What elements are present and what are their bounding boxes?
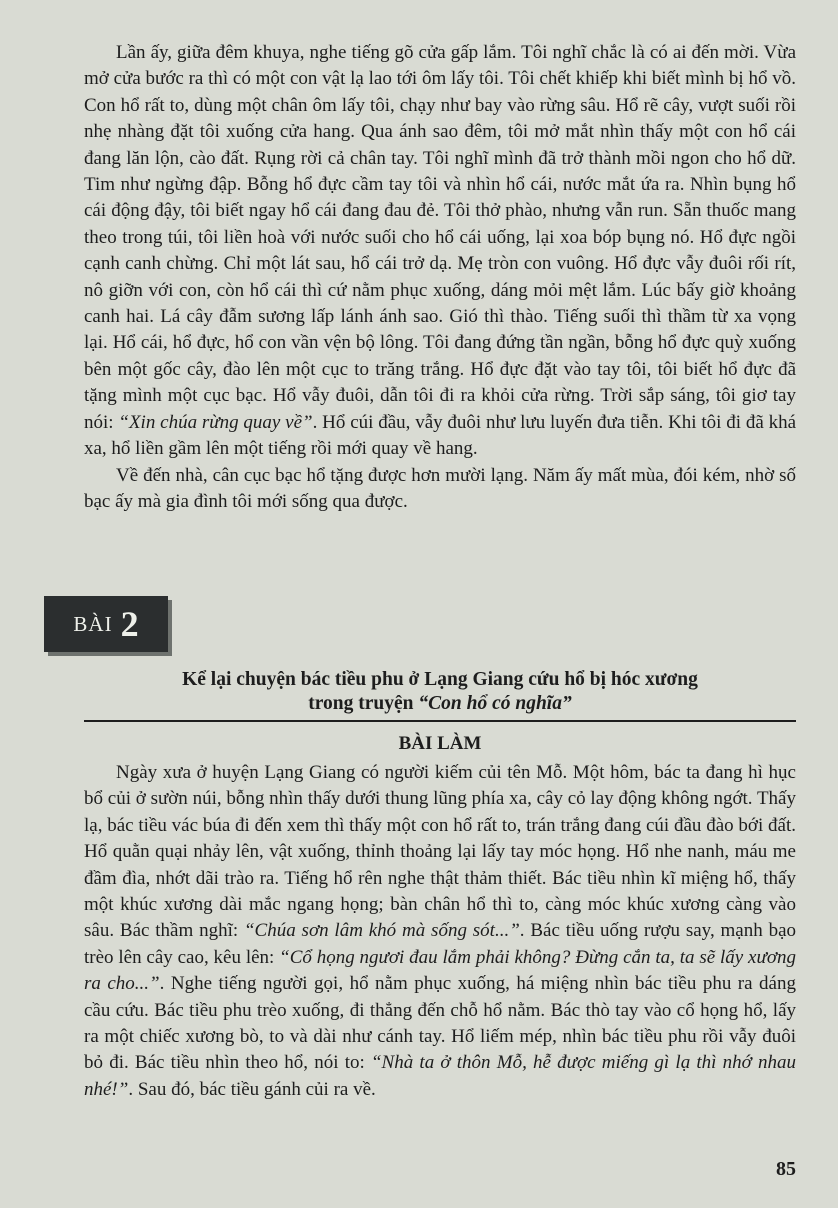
lesson-number: 2 [120,604,139,644]
title-divider [84,720,796,722]
task-title-line2-prefix: trong truyện [308,693,419,714]
quoted-speech: “Cổ họng ngươi đau lắm phải không? Đừng cắn ta, ta sẽ lấy xương ra cho...” [84,946,796,995]
lesson-label-box [44,596,168,652]
paragraph-text: . Hổ cúi đầu, vẫy đuôi như lưu luyến đưa tiễn. Khi tôi đi đã khá xa, hổ liền gầm lên một tiếng rồi mới quay về hang. [84,411,797,460]
paragraph [84,463,796,516]
paragraph-text: . Bác tiều uống rượu say, mạnh bạo trèo lên cây cao, kêu lên: [84,920,796,968]
task-title-story-name: “Con hổ có nghĩa” [418,693,572,714]
paragraph [84,40,796,463]
story-text-tiger-reward [84,40,796,515]
task-title-line1: Kể lại chuyện bác tiều phu ở Lạng Giang cứu hổ bị hóc xương [182,669,698,690]
paragraph-text: Lần ấy, giữa đêm khuya, nghe tiếng gõ cửa gấp lắm. Tôi nghĩ chắc là có ai đến mời. Vừa mở cửa bước ra thì có một con vật lạ lao tới ôm lấy tôi. Tôi chết khiếp khi biết mình bị hổ vồ. Con hổ rất to, dùng một chân ôm lấy tôi, chạy như bay vào rừng sâu. Hổ rẽ cây, vượt suối rồi nhẹ nhàng đặt tôi xuống cửa hang. Qua ánh sao đêm, tôi mở mắt nhìn thấy một con hổ cái đang lăn lộn, cào đất. Rụng rời cả chân tay. Tôi nghĩ mình đã trở thành mồi ngon cho hổ dữ. Tim như ngừng đập. Bỗng hổ đực cầm tay tôi và nhìn hổ cái, nước mắt ứa ra. Nhìn bụng hổ cái động đậy, tôi biết ngay hổ cái đang đau đẻ. Tôi thở phào, nhưng vẫn run. Sẵn thuốc mang theo trong túi, tôi liền hoà với nước suối cho hổ cái uống, lại xoa bóp bụng nó. Hổ đực ngồi cạnh canh chừng. Chỉ một lát sau, hổ cái trở dạ. Mẹ tròn con vuông. Hổ đực vẫy đuôi rối rít, nô giỡn với con, còn hổ cái thì cứ nằm phục xuống, dáng mỏi mệt lắm. Lúc bấy giờ khoảng canh hai. Lá cây đẫm sương lấp lánh ánh sao. Gió thì thào. Tiếng suối thì thầm từ xa vọng lại. Hổ cái, hổ đực, hổ con vần vện bộ lông. Tôi đang đứng tần ngần, bỗng hổ đực quỳ xuống bên một gốc cây, đào lên một cục to trăng trắng. Hổ đực đặt vào tay tôi, tôi biết hổ đực đã tặng mình một cục bạc. Hổ vẫy đuôi, dẫn tôi đi ra khỏi cửa rừng. Trời sắp sáng, tôi giơ tay nói: [84,42,796,433]
task-title-line2 [84,692,796,716]
paragraph-text: . Sau đó, bác tiều gánh củi ra về. [128,1078,376,1100]
story-text-woodcutter [84,760,796,1103]
task-title [84,668,796,716]
paragraph-text: Ngày xưa ở huyện Lạng Giang có người kiếm củi tên Mỗ. Một hôm, bác ta đang hì hục bổ củi ở sườn núi, bỗng nhìn thấy dưới thung lũng phía xa, cây cỏ lay động không ngớt. Thấy lạ, bác tiều vác búa đi đến xem thì thấy một con hổ rất to, trán trắng đang cúi đầu đào bới đất. Hổ quằn quại nhảy lên, vật xuống, thỉnh thoảng lại lấy tay móc họng. Hổ nhe nanh, máu me đầm đìa, nhớt dãi trào ra. Tiếng hổ rên nghe thật thảm thiết. Bác tiều nhìn kĩ miệng hổ, thấy một khúc xương dài mắc ngang họng; bàn chân hổ thì to, càng móc khúc xương càng vào sâu. Bác thầm nghĩ: [84,762,796,942]
page-number: 85 [776,1158,796,1180]
paragraph-text: . Nghe tiếng người gọi, hổ nằm phục xuống, há miệng nhìn bác tiều phu ra dáng cầu cứu. Bác tiều phu trèo xuống, đi thẳng đến chỗ hổ nằm. Bác thò tay vào cổ họng hổ, lấy ra một chiếc xương bò, to và dài như cánh tay. Hổ liếm mép, nhìn bác tiều phu rồi vẫy đuôi bỏ đi. Bác tiều nhìn theo hổ, nói to: [84,973,796,1074]
quoted-speech: “Xin chúa rừng quay về” [118,411,313,433]
paragraph [84,760,796,1103]
quoted-speech: “Chúa sơn lâm khó mà sống sót...” [243,920,520,942]
lesson-word: BÀI [73,611,113,636]
paragraph-text: Về đến nhà, cân cục bạc hổ tặng được hơn mười lạng. Năm ấy mất mùa, đói kém, nhờ số bạc ấy mà gia đình tôi mới sống qua được. [84,464,796,512]
quoted-speech: “Nhà ta ở thôn Mỗ, hễ được miếng gì lạ thì nhớ nhau nhé!” [84,1052,797,1100]
answer-heading: BÀI LÀM [398,733,482,754]
